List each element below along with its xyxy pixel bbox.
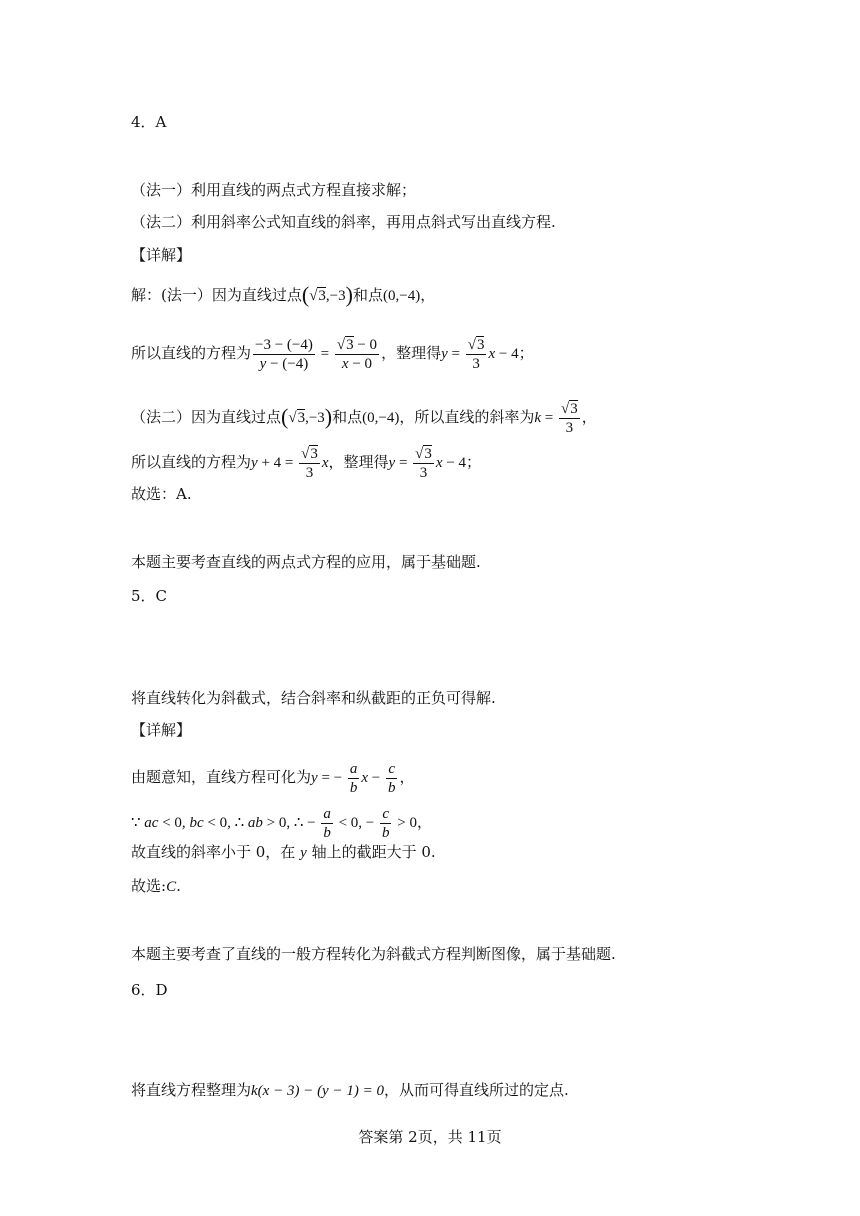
q6-answer: 6．D xyxy=(131,981,168,999)
q4-choice: 故选：A. xyxy=(131,485,192,503)
q5-solution-line3: 故直线的斜率小于 0，在 y 轴上的截距大于 0. xyxy=(131,843,436,861)
q4-method2-analysis: （法二）利用斜率公式知直线的斜率，再用点斜式写出直线方程. xyxy=(131,213,556,231)
slope-intercept-form: y = − $\frac{a}{b}$ x − $\frac{c}{b}$ xyxy=(311,761,396,796)
point-slope-equation: y + 4 = $\frac{√3}{3}$ x xyxy=(251,446,329,481)
q5-choice: 故选:C. xyxy=(131,877,181,895)
page-footer: 答案第 2页，共 11页 xyxy=(358,1128,502,1146)
q5-analysis: 将直线转化为斜截式，结合斜率和纵截距的正负可得解. xyxy=(131,689,496,707)
q4-detail-heading: 【详解】 xyxy=(131,246,192,264)
result-equation: y = $\frac{√3}{3}$ x − 4 xyxy=(441,337,519,372)
q6-equation: k(x − 3) − (y − 1) = 0 xyxy=(251,1083,384,1099)
q4-comment: 本题主要考查直线的两点式方程的应用，属于基础题. xyxy=(131,553,481,571)
q4-answer: 4．A xyxy=(131,113,167,131)
q5-detail-heading: 【详解】 xyxy=(131,721,192,739)
slope-value: k = $\frac{√3}{3}$ xyxy=(534,401,578,436)
point-sqrt3-neg3: (√3,−3) xyxy=(301,282,353,307)
q5-answer: 5．C xyxy=(131,587,168,605)
q5-solution-line2: ∵ ac < 0, bc < 0, ∴ ab > 0, ∴ − $\frac{a}{b}$ < 0, − $\frac{c}{b}$ > 0， xyxy=(131,806,432,841)
q4-method1-analysis: （法一）利用直线的两点式方程直接求解； xyxy=(131,181,417,199)
sign-inference: ∵ ac < 0, bc < 0, ∴ ab > 0, ∴ − $\frac{a}{b}$ < 0, − $\frac{c}{b}$ > 0 xyxy=(131,806,417,841)
q4-solution-line4: 所以直线的方程为y + 4 = $\frac{√3}{3}$ x，整理得y = $\frac{√3}{3}$ x − 4； xyxy=(131,446,482,481)
q4-solution-line3: （法二）因为直线过点(√3,−3)和点(0,−4)，所以直线的斜率为k = $\frac{√3}{3}$ ， xyxy=(131,401,597,436)
q4-solution-line1: 解：(法一）因为直线过点(√3,−3)和点(0,−4)， xyxy=(131,282,436,307)
q5-comment: 本题主要考查了直线的一般方程转化为斜截式方程判断图像，属于基础题. xyxy=(131,945,616,963)
point-sqrt3-neg3-b: (√3,−3) xyxy=(281,403,333,429)
result-equation-b: y = $\frac{√3}{3}$ x − 4 xyxy=(388,446,467,481)
two-point-equation: $\frac{-3 - (-4)}{y - (-4)}$ = $\frac{√3 - 0}{x - 0}$ xyxy=(255,337,378,372)
q5-solution-line1: 由题意知，直线方程可化为y = − $\frac{a}{b}$ x − $\frac{c}{b}$ ， xyxy=(131,761,415,796)
q6-analysis: 将直线方程整理为k(x − 3) − (y − 1) = 0，从而可得直线所过的定点. xyxy=(131,1081,569,1099)
q4-solution-line2: 所以直线的方程为 $\frac{-3 - (-4)}{y - (-4)}$ = $\frac{√3 - 0}{x - 0}$ ，整理得y = $\frac{√3}{3}$ x − 4； xyxy=(131,337,534,372)
